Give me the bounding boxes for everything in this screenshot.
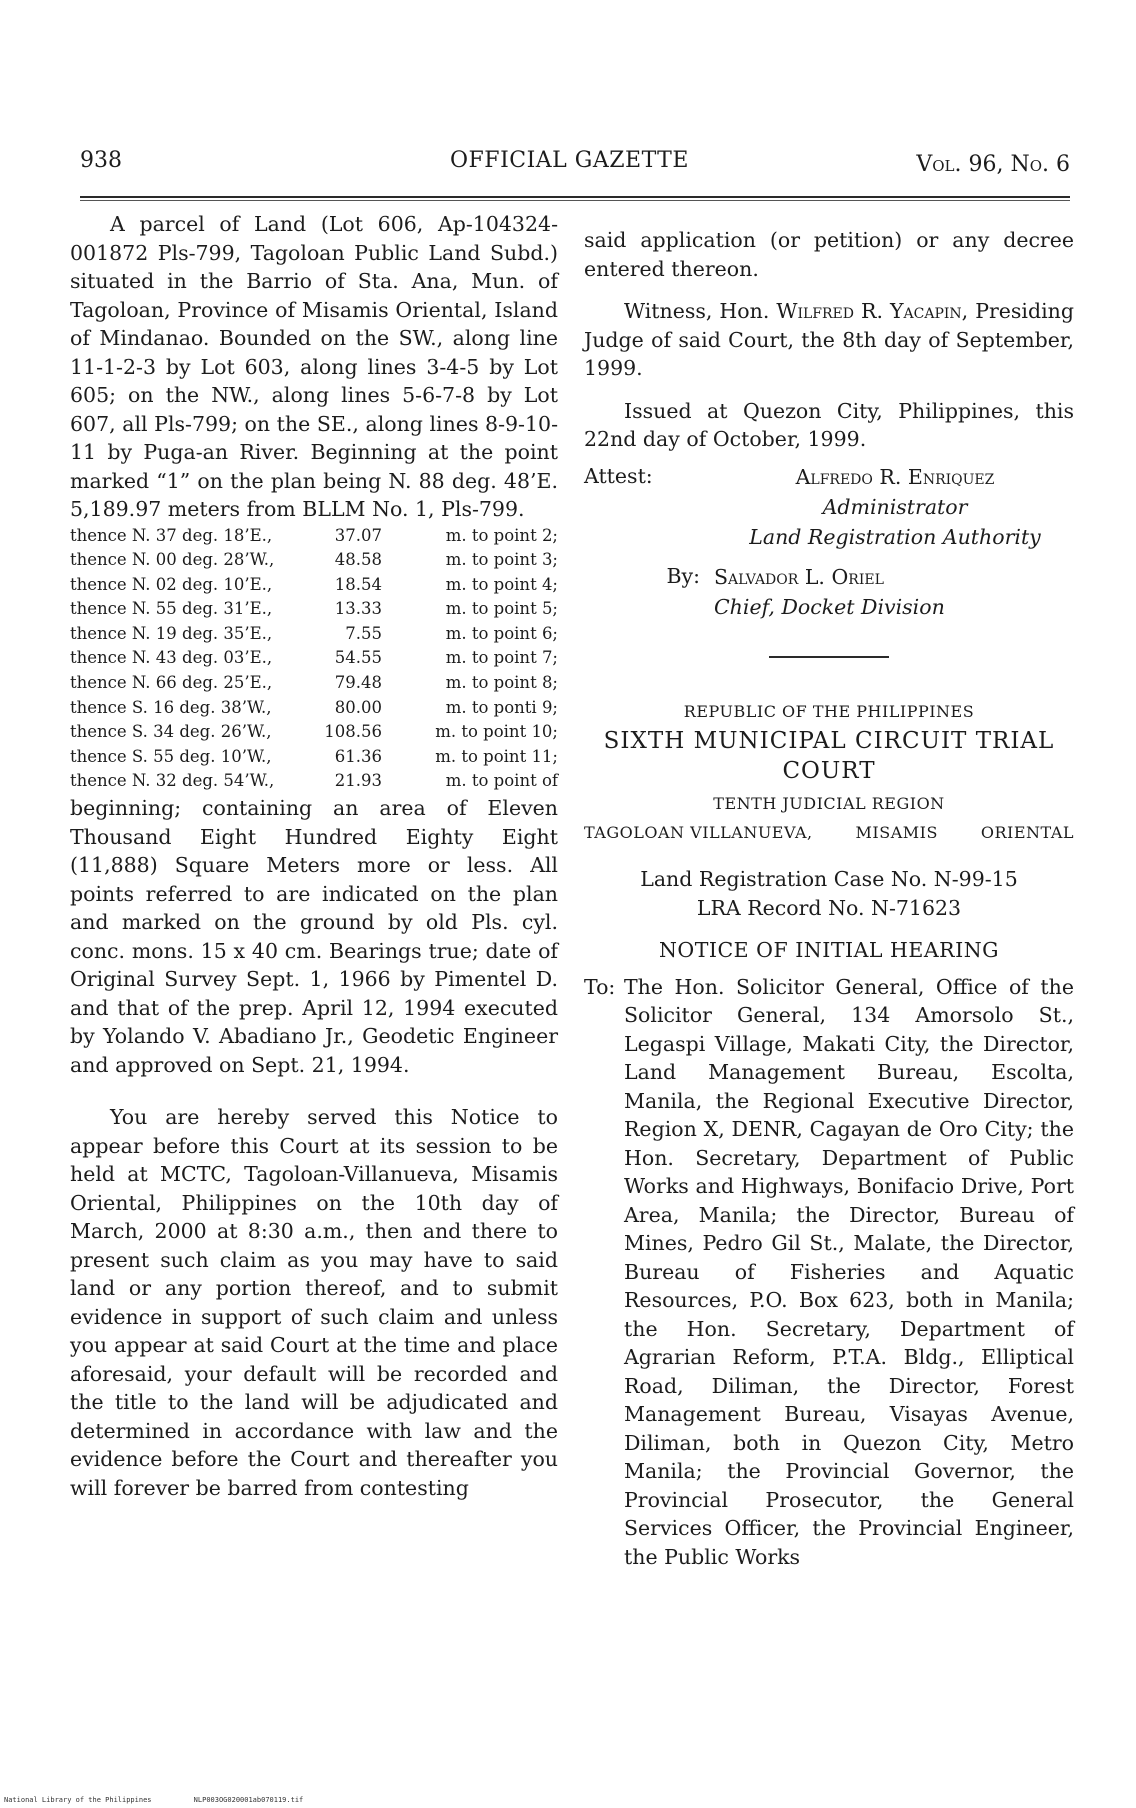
- distance-value: 18.54: [334, 574, 382, 594]
- location-heading: [584, 819, 1074, 848]
- bearing-text: thence N. 02 deg. 10’E.,: [70, 574, 273, 594]
- bearing-line: [70, 671, 558, 696]
- distance-value: 61.36: [334, 746, 382, 766]
- bearing-line: [70, 622, 558, 647]
- by-title: Chief, Docket Division: [714, 594, 945, 619]
- bearing-line: [70, 548, 558, 573]
- point-text: m. to point 4;: [445, 574, 558, 594]
- distance-value: 13.33: [334, 599, 382, 619]
- location-left: TAGOLOAN VILLANUEVA,: [584, 822, 813, 842]
- by-label: By:: [666, 563, 700, 588]
- bearing-text: thence N. 32 deg. 54’W.,: [70, 771, 275, 791]
- witness-paragraph: [584, 297, 1074, 383]
- point-text: m. to point 2;: [445, 525, 558, 545]
- distance-value: 7.55: [345, 623, 382, 643]
- bearing-text: thence N. 55 deg. 31’E.,: [70, 599, 273, 619]
- parcel-description: A parcel of Land (Lot 606, Ap-104324-001872 Pls-799, Tagoloan Public Land Subd.) situated in the Barrio of Sta. Ana, Mun. of Tagoloan, Province of Misamis Oriental, Island of Mindanao. Bounded on the SW., along line 11-1-2-3 by Lot 603, along lines 3-4-5 by Lot 605; on the NW., along lines 5-6-7-8 by Lot 607, all Pls-799; on the SE., along lines 8-9-10-11 by Puga-an River. Beginning at the point marked “1” on the plan being N. 88 deg. 48’E. 5,189.97 meters from BLLM No. 1, Pls-799.: [70, 212, 558, 521]
- bearing-list: [70, 524, 558, 795]
- page-number: 938: [80, 148, 122, 173]
- notice-title: NOTICE OF INITIAL HEARING: [658, 938, 1000, 962]
- attest-block: [584, 462, 1074, 552]
- bearing-line: [70, 573, 558, 598]
- area-description: beginning; containing an area of Eleven Thousand Eight Hundred Eighty Eight (11,888) Square Meters more or less. All points referred to are indicated on the plan and marked on the ground by old Pls. cyl. conc. mons. 15 x 40 cm. Bearings true; date of Original Survey Sept. 1, 1966 by Pimentel D. and that of the prep. April 12, 1994 executed by Yolando V. Abadiano Jr., Geodetic Engineer and approved on Sept. 21, 1994.: [70, 796, 558, 1077]
- point-text: m. to point 7;: [445, 648, 558, 668]
- point-text: m. to point 11;: [435, 746, 558, 766]
- witness-suffix: Presiding Judge of said Court, the 8th day of September, 1999.: [584, 299, 1074, 380]
- court-heading: SIXTH MUNICIPAL CIRCUIT TRIAL COURT: [603, 728, 1055, 784]
- bearing-line: [70, 769, 558, 794]
- distance-value: 21.93: [334, 771, 382, 791]
- header-rule: [80, 196, 1070, 198]
- case-number: Land Registration Case No. N-99-15: [640, 867, 1018, 891]
- distance-value: 80.00: [334, 697, 382, 717]
- distance-value: 108.56: [324, 722, 382, 742]
- notice-paragraph: You are hereby served this Notice to appear before this Court at its session to be held at MCTC, Tagoloan-Villanueva, Misamis Oriental, Philippines on the 10th day of March, 2000 at 8:30 a.m., then and there to present such claim as you may have to said land or any portion thereof, and to submit evidence in support of such claim and unless you appear at said Court at the time and place aforesaid, your default will be recorded and the title to the land will be adjudicated and determined in accordance with law and the evidence before the Court and thereafter you will forever be barred from contesting: [70, 1105, 558, 1500]
- bearing-text: thence S. 55 deg. 10’W.,: [70, 746, 272, 766]
- witness-name: Wilfred R. Yacapin,: [776, 299, 969, 323]
- bearing-text: thence N. 37 deg. 18’E.,: [70, 525, 273, 545]
- publication-title: OFFICIAL GAZETTE: [450, 148, 689, 173]
- bearing-text: thence N. 00 deg. 28’W.,: [70, 550, 275, 570]
- attest-title: Administrator: [822, 494, 968, 519]
- republic-heading: REPUBLIC OF THE PHILIPPINES: [683, 701, 975, 721]
- addressee-list: The Hon. Solicitor General, Office of the Solicitor General, 134 Amorsolo St., Legaspi Village, Makati City, the Director, Land Management Bureau, Escolta, Manila, the Regional Executive Director, Region X, DENR, Cagayan de Oro City; the Hon. Secretary, Department of Public Works and Highways, Bonifacio Drive, Port Area, Manila; the Director, Bureau of Mines, Pedro Gil St., Malate, the Director, Bureau of Fisheries and Aquatic Resources, P.O. Box 623, both in Manila; the Hon. Secretary, Department of Agrarian Reform, P.T.A. Bldg., Elliptical Road, Diliman, the Director, Forest Management Bureau, Visayas Avenue, Diliman, both in Quezon City, Metro Manila; the Provincial Governor, the Provincial Prosecutor, the General Services Officer, the Provincial Engineer, the Public Works: [624, 974, 1074, 1569]
- location-mid: MISAMIS: [855, 822, 938, 842]
- point-text: m. to ponti 9;: [445, 697, 558, 717]
- page-header: [80, 148, 1070, 188]
- scan-footer: [4, 1796, 303, 1804]
- point-text: m. to point of: [445, 771, 558, 791]
- distance-value: 79.48: [334, 673, 382, 693]
- bearing-line: [70, 720, 558, 745]
- by-block: [584, 562, 1074, 622]
- bearing-line: [70, 524, 558, 549]
- bearing-text: thence S. 34 deg. 26’W.,: [70, 722, 272, 742]
- lra-record: LRA Record No. N-71623: [696, 895, 962, 920]
- issued-paragraph: Issued at Quezon City, Philippines, this 22nd day of October, 1999.: [584, 398, 1074, 451]
- witness-prefix: Witness, Hon.: [624, 299, 770, 323]
- by-name: Salvador L. Oriel: [714, 564, 884, 589]
- volume-number: Vol. 96, No. 6: [916, 152, 1070, 177]
- point-text: m. to point 8;: [445, 673, 558, 693]
- attest-label: Attest:: [584, 463, 653, 488]
- point-text: m. to point 6;: [445, 623, 558, 643]
- addressees: [584, 973, 1074, 1572]
- point-text: m. to point 5;: [445, 599, 558, 619]
- distance-value: 37.07: [334, 525, 382, 545]
- bearing-line: [70, 745, 558, 770]
- bearing-line: [70, 696, 558, 721]
- by-signatory: [714, 562, 1074, 622]
- to-label: To:: [584, 974, 616, 999]
- location-right: ORIENTAL: [980, 822, 1074, 842]
- bearing-text: thence N. 19 deg. 35’E.,: [70, 623, 273, 643]
- section-divider: [769, 656, 889, 658]
- point-text: m. to point 3;: [445, 550, 558, 570]
- left-column: [70, 210, 558, 1502]
- bearing-line: [70, 646, 558, 671]
- header-rule-thin: [80, 200, 1070, 201]
- distance-value: 54.55: [334, 648, 382, 668]
- distance-value: 48.58: [334, 550, 382, 570]
- footer-library: National Library of the Philippines: [4, 1796, 152, 1804]
- attest-signatory: [716, 462, 1074, 552]
- bearing-text: thence N. 43 deg. 03’E.,: [70, 648, 273, 668]
- region-heading: TENTH JUDICIAL REGION: [713, 794, 945, 813]
- bearing-line: [70, 597, 558, 622]
- attest-name: Alfredo R. Enriquez: [795, 464, 995, 489]
- attest-org: Land Registration Authority: [749, 524, 1041, 549]
- point-text: m. to point 10;: [435, 722, 558, 742]
- bearing-text: thence S. 16 deg. 38’W.,: [70, 697, 272, 717]
- bearing-text: thence N. 66 deg. 25’E.,: [70, 673, 273, 693]
- footer-file: NLP003OG020001ab070119.tif: [193, 1796, 304, 1804]
- right-column: [584, 226, 1074, 1571]
- continuation-text: said application (or petition) or any decree entered thereon.: [584, 228, 1074, 281]
